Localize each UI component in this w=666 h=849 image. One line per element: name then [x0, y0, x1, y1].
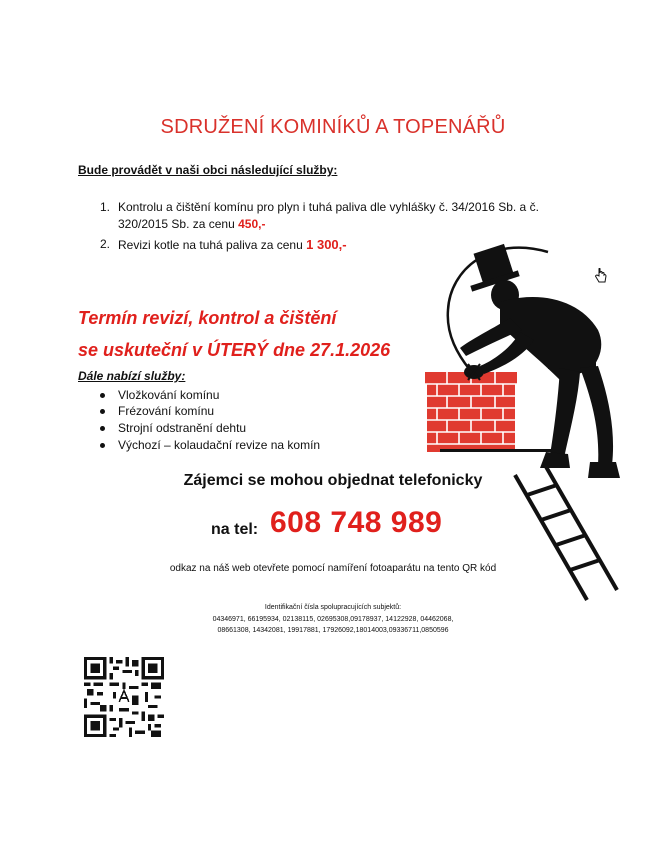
service-price: 450,- — [238, 217, 266, 231]
phone-number[interactable]: 608 748 989 — [270, 506, 443, 539]
service-item-1 — [100, 199, 558, 233]
termin-line-2: se uskuteční v ÚTERÝ dne 27.1.2026 — [78, 340, 391, 360]
service-number: 1. — [100, 200, 111, 214]
extra-service-item — [118, 388, 219, 402]
hand-cursor-icon — [594, 268, 608, 284]
extra-service-label: Vložkování komínu — [118, 388, 220, 402]
extra-service-item — [118, 404, 214, 418]
ids-line: 04346971, 66195934, 02138115, 02695308,09178937, 14122928, 04462068, — [212, 616, 454, 623]
phone-label: na tel: — [211, 521, 259, 538]
qr-code[interactable] — [84, 657, 164, 737]
extra-service-label: Frézování komínu — [118, 404, 215, 418]
extra-service-item — [118, 438, 320, 452]
extra-service-label: Strojní odstranění dehtu — [118, 421, 247, 435]
service-price: 1 300,- — [306, 237, 347, 252]
service-text-line2: 320/2015 Sb. za cenu — [118, 217, 235, 231]
extra-services-heading: Dále nabízí služby: — [78, 369, 186, 383]
ladder-illustration — [505, 445, 625, 605]
bullet-icon — [100, 426, 105, 431]
service-text-line1: Kontrolu a čištění komínu pro plyn i tuhá paliva dle vyhlášky č. 34/2016 Sb. a č. — [118, 200, 539, 214]
bullet-icon — [100, 393, 105, 398]
ids-heading: Identifikační čísla spolupracujících subjektů: — [264, 604, 402, 611]
extra-service-item — [118, 421, 246, 435]
termin-line-1: Termín revizí, kontrol a čištění — [78, 308, 337, 328]
order-heading: Zájemci se mohou objednat telefonicky — [183, 472, 483, 489]
service-item-2 — [100, 236, 347, 254]
bullet-icon — [100, 443, 105, 448]
bullet-icon — [100, 409, 105, 414]
services-intro: Bude provádět v naši obci následující služby: — [78, 163, 338, 177]
ids-line: 08661308, 14342081, 19917881, 17926092,18014003,09336711,0850596 — [217, 627, 449, 634]
page-title: SDRUŽENÍ KOMINÍKŮ A TOPENÁŘŮ — [160, 116, 506, 138]
qr-note: odkaz na náš web otevřete pomocí namíření fotoaparátu na tento QR kód — [169, 563, 497, 574]
service-number: 2. — [100, 237, 111, 251]
extra-service-label: Výchozí – kolaudační revize na komín — [118, 438, 321, 452]
service-text-line1: Revizi kotle na tuhá paliva za cenu — [118, 238, 303, 252]
